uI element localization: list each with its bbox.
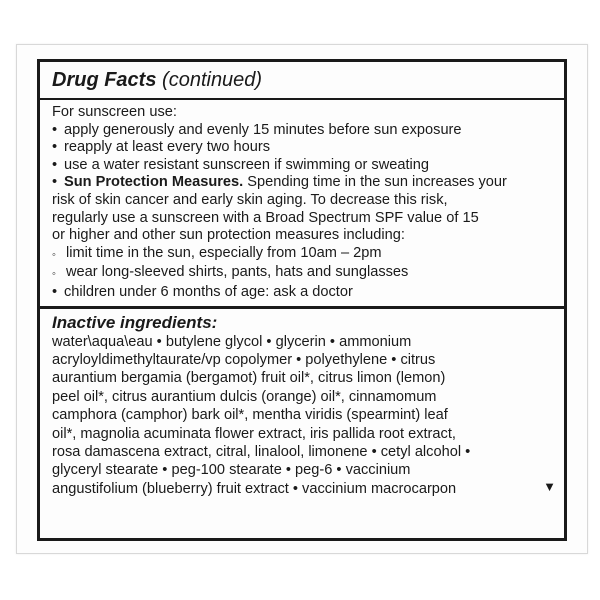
title-text: Drug Facts	[52, 69, 157, 91]
label-card	[16, 44, 588, 554]
bullet-icon: •	[52, 139, 58, 156]
circle-bullet-icon: ◦	[52, 268, 56, 281]
measures-text: Spending time in the sun increases your	[247, 174, 507, 191]
children-warning: children under 6 months of age: ask a doctor	[64, 283, 353, 300]
measures-text: regularly use a sunscreen with a Broad Spectrum SPF value of 15	[52, 209, 479, 226]
measures-block	[64, 174, 507, 192]
continued-arrow-icon: ▼	[543, 478, 556, 494]
list-item	[52, 139, 552, 157]
bullet-icon: •	[52, 174, 58, 191]
ingredients-line: aurantium bergamia (bergamot) fruit oil*, citrus limon (lemon)	[52, 370, 446, 387]
inactive-ingredients-heading: Inactive ingredients:	[52, 312, 218, 332]
list-item-text: apply generously and evenly 15 minutes before sun exposure	[64, 121, 462, 138]
ingredients-line: peel oil*, citrus aurantium dulcis (orange) oil*, cinnamomum	[52, 388, 437, 405]
ingredients-line: water\aqua\eau • butylene glycol • glycerin • ammonium	[52, 333, 412, 350]
ingredients-line: acryloyldimethyltaurate/vp copolymer • polyethylene • citrus	[52, 351, 436, 368]
inactive-ingredients-section	[52, 309, 556, 499]
bullet-icon: •	[52, 121, 58, 138]
ingredients-line: glyceryl stearate • peg-100 stearate • peg-6 • vaccinium	[52, 462, 411, 479]
list-item-text: use a water resistant sunscreen if swimming or sweating	[64, 156, 429, 173]
list-item	[52, 122, 552, 140]
sun-protection-measures	[52, 174, 552, 192]
sub-list-item-text: limit time in the sun, especially from 10am – 2pm	[66, 244, 382, 261]
measures-label: Sun Protection Measures.	[64, 174, 244, 191]
drug-facts-title	[40, 62, 564, 100]
sub-list-item-text: wear long-sleeved shirts, pants, hats and sunglasses	[66, 264, 409, 281]
list-item	[52, 157, 552, 175]
sunscreen-use-section	[40, 100, 564, 309]
ingredients-line: oil*, magnolia acuminata flower extract, iris pallida root extract,	[52, 425, 456, 442]
drug-facts-panel	[37, 59, 567, 541]
ingredients-line: camphora (camphor) bark oil*, mentha viridis (spearmint) leaf	[52, 407, 448, 424]
measures-first-line	[64, 174, 507, 192]
list-item	[52, 284, 552, 302]
ingredients-line: rosa damascena extract, citral, linalool, limonene • cetyl alcohol •	[52, 443, 471, 460]
measures-text: or higher and other sun protection measures including:	[52, 227, 405, 244]
measures-text: risk of skin cancer and early skin aging. To decrease this risk,	[52, 191, 448, 208]
bullet-icon: •	[52, 156, 58, 173]
sunscreen-intro: For sunscreen use:	[52, 104, 177, 120]
title-continued: (continued)	[162, 69, 263, 91]
sub-list-item	[52, 264, 552, 284]
circle-bullet-icon: ◦	[52, 248, 56, 261]
sub-list-item	[52, 245, 552, 265]
ingredients-line: angustifolium (blueberry) fruit extract • vaccinium macrocarpon	[52, 480, 457, 497]
bullet-icon: •	[52, 283, 58, 300]
list-item-text: reapply at least every two hours	[64, 139, 271, 156]
